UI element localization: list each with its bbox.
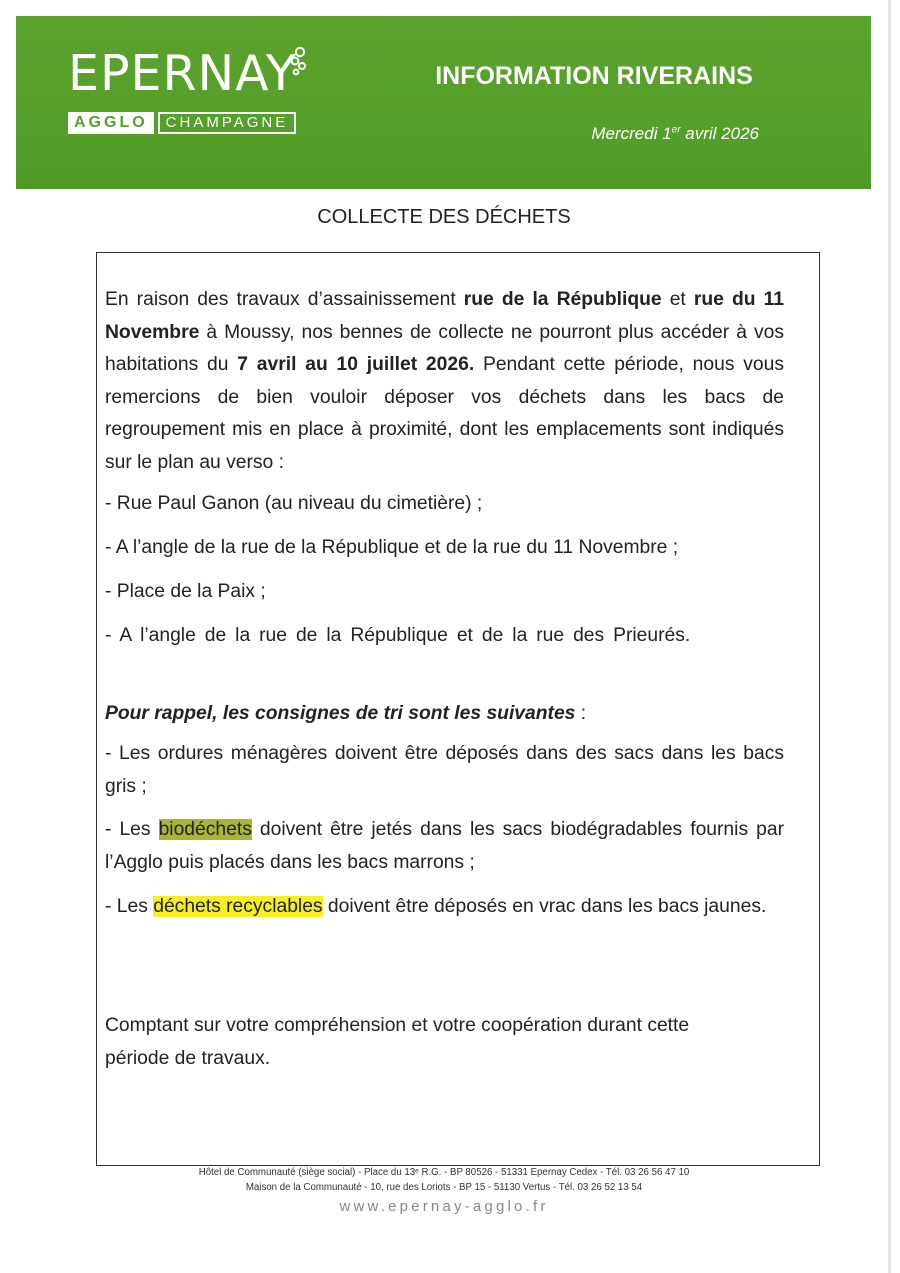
footer-address-1: Hôtel de Communauté (siège social) - Place du 13ᵉ R.G. - BP 80526 - 51331 Epernay Cedex - Tél. 03 26 56 47 10 xyxy=(198,1167,690,1178)
grapes-icon xyxy=(286,46,310,86)
intro-paragraph: En raison des travaux d’assainissement rue de la République et rue du 11 Novembre à Moussy, nos bennes de collecte ne pourront plus accéder à vos habitations du 7 avril au 10 juillet 2026. Pendant cette période, nous vous remercions de bien vouloir déposer vos déchets dans les bacs de regroupement mis en place à proximité, dont les emplacements sont indiqués sur le plan au verso : xyxy=(105,289,784,473)
page-edge-rule xyxy=(888,0,891,1273)
logo-subline xyxy=(68,112,296,134)
footer-website[interactable]: www.epernay-agglo.fr xyxy=(339,1198,549,1215)
logo-champagne-label: CHAMPAGNE xyxy=(158,112,297,134)
location-item: - Rue Paul Ganon (au niveau du cimetière) ; xyxy=(105,493,483,514)
footer-address-2: Maison de la Communauté - 10, rue des Loriots - BP 15 - 51130 Vertus - Tél. 03 26 52 13 54 xyxy=(245,1182,643,1193)
rule-recyclables: - Les déchets recyclables doivent être déposés en vrac dans les bacs jaunes. xyxy=(105,896,767,917)
recyclables-highlight: déchets recyclables xyxy=(153,896,323,917)
header-title: INFORMATION RIVERAINS xyxy=(435,62,753,90)
closing-paragraph: Comptant sur votre compréhension et votre coopération durant cette période de travaux. xyxy=(105,1015,690,1069)
location-item: - A l’angle de la rue de la République et de la rue du 11 Novembre ; xyxy=(105,537,679,558)
header-banner xyxy=(16,16,871,189)
logo-agglo-label: AGGLO xyxy=(68,112,154,134)
location-item: - Place de la Paix ; xyxy=(105,581,266,602)
header-date: Mercredi 1er avril 2026 xyxy=(591,124,759,143)
biodechets-highlight: biodéchets xyxy=(158,819,252,840)
location-item: - A l’angle de la rue de la République et de la rue des Prieurés. xyxy=(105,625,691,646)
epernay-agglo-logo xyxy=(68,46,300,149)
rules-heading: Pour rappel, les consignes de tri sont les suivantes : xyxy=(105,703,587,724)
logo-wordmark: EPERNAY xyxy=(68,45,297,102)
document-title: COLLECTE DES DÉCHETS xyxy=(317,206,571,228)
rule-ordures: - Les ordures ménagères doivent être déposés dans des sacs dans les bacs gris ; xyxy=(105,743,784,797)
rule-biodechets: - Les biodéchets doivent être jetés dans les sacs biodégradables fournis par l’Agglo puis placés dans les bacs marrons ; xyxy=(105,819,784,873)
